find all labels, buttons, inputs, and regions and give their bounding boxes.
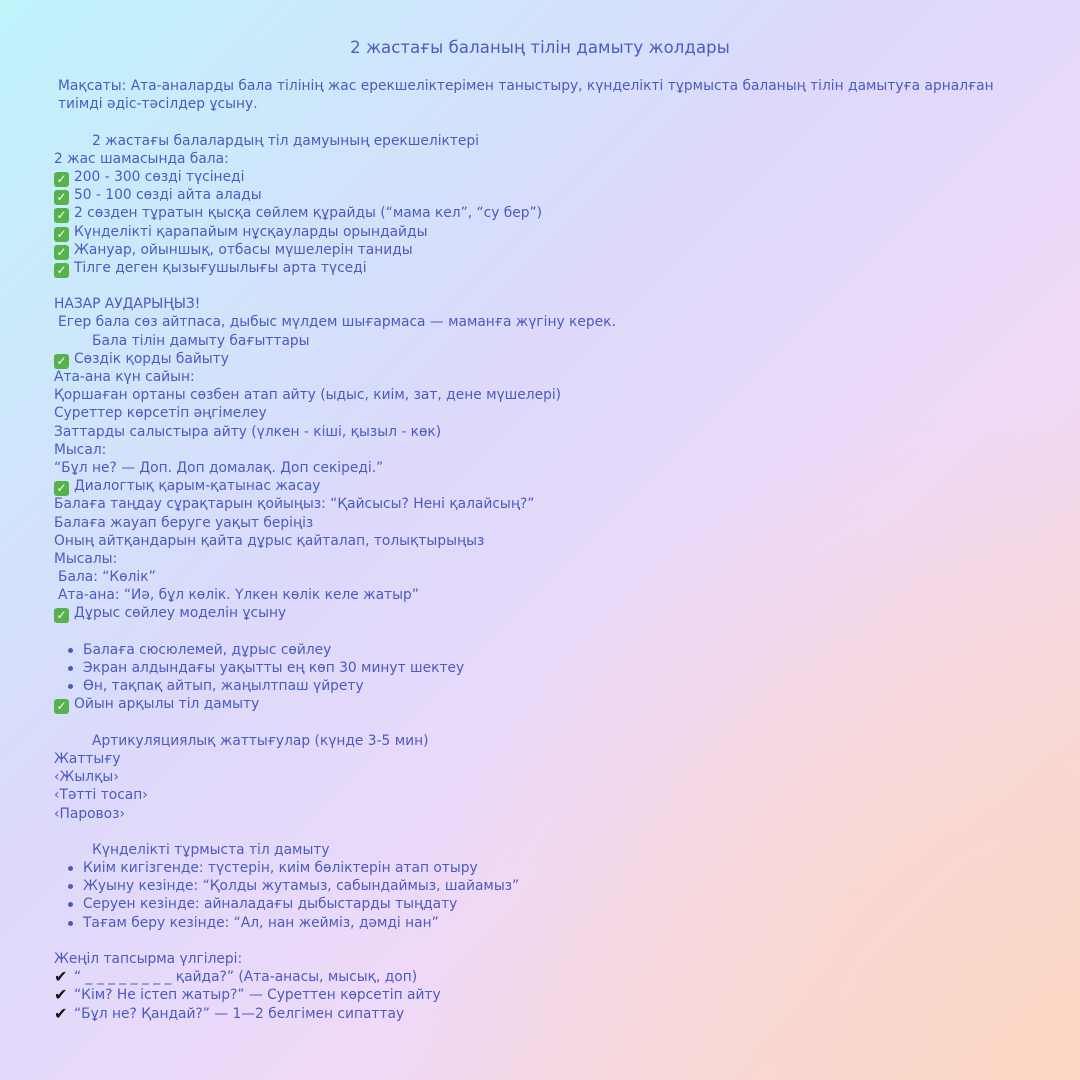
spacer [54, 823, 1034, 841]
dialog-example-line: Ата-ана: “Иә, бұл көлік. Үлкен көлік келе жатыр” [58, 587, 419, 604]
dialog-heading [54, 477, 1034, 495]
articulation-line: ‹Тәтті тосап› [54, 787, 148, 804]
check-icon: ✓ [54, 208, 69, 223]
section-heading-articulation: Артикуляциялық жаттығулар (күнде 3-5 мин) [92, 732, 429, 749]
check-icon: ✓ [54, 699, 69, 714]
vocab-line: Қоршаған ортаны сөзбен атап айту (ыдыс, киім, зат, дене мүшелері) [54, 387, 562, 404]
list-item: Жуыну кезінде: “Қолды жутамыз, сабындаймыз, шайамыз” [54, 877, 1034, 895]
tasks-heading: Жеңіл тапсырма үлгілері: [54, 951, 243, 968]
task-item-text: “Кім? Не істеп жатыр?” — Суреттен көрсетіп айту [74, 987, 441, 1004]
daily-bullet-list [54, 859, 1034, 932]
feature-item-text: Тілге деген қызығушылығы арта түседі [74, 259, 367, 276]
dialog-line: Оның айтқандарын қайта дұрыс қайталап, толықтырыңыз [54, 532, 485, 549]
spacer [54, 277, 1034, 295]
articulation-line: ‹Жылқы› [54, 769, 119, 786]
vocab-line: “Бұл не? — Доп. Доп домалақ. Доп секіреді.” [54, 459, 384, 476]
task-item [54, 986, 1034, 1004]
list-item: Өн, тақпақ айтып, жаңылтпаш үйрету [54, 677, 1034, 695]
dialog-line: Мысалы: [54, 550, 118, 567]
dialog-heading-text: Диалогтық қарым-қатынас жасау [74, 478, 321, 495]
model-heading-text: Дұрыс сөйлеу моделін ұсыну [74, 605, 287, 622]
feature-item-text: 50 - 100 сөзді айта алады [74, 187, 262, 204]
section-heading-daily: Күнделікті тұрмыста тіл дамыту [92, 841, 330, 858]
vocab-heading-text: Сөздік қорды байыту [74, 350, 229, 367]
feature-item [54, 223, 1034, 241]
check-icon: ✓ [54, 608, 69, 623]
tick-icon: ✔ [54, 985, 68, 1005]
vocab-line: Ата-ана күн сайын: [54, 369, 195, 386]
game-heading-text: Ойын арқылы тіл дамыту [74, 696, 260, 713]
check-icon: ✓ [54, 263, 69, 278]
dialog-example-line: Бала: “Көлік” [58, 569, 156, 586]
document-body [54, 77, 1034, 1023]
vocab-line: Мысал: [54, 441, 107, 458]
list-item: Балаға сюсюлемей, дұрыс сөйлеу [54, 641, 1034, 659]
check-icon: ✓ [54, 354, 69, 369]
feature-item-text: 2 сөзден тұратын қысқа сөйлем құрайды (“мама кел”, “су бер”) [74, 205, 543, 222]
check-icon: ✓ [54, 227, 69, 242]
articulation-line: ‹Паровоз› [54, 805, 125, 822]
model-bullet-list [54, 641, 1034, 696]
vocab-line: Заттарды салыстыра айту (үлкен - кіші, қызыл - көк) [54, 423, 442, 440]
game-heading [54, 695, 1034, 713]
feature-item-text: Күнделікті қарапайым нұсқауларды орындайды [74, 223, 428, 240]
section-heading-features: 2 жастағы балалардың тіл дамуының ерекшеліктері [92, 132, 479, 149]
list-item: Серуен кезінде: айналадағы дыбыстарды тыңдату [54, 895, 1034, 913]
spacer [54, 623, 1034, 641]
vocab-line: Суреттер көрсетіп әңгімелеу [54, 405, 267, 422]
attention-heading: НАЗАР АУДАРЫҢЫЗ! [54, 296, 201, 313]
spacer [54, 932, 1034, 950]
features-intro: 2 жас шамасында бала: [54, 150, 229, 167]
list-item: Киім кигізгенде: түстерін, киім бөліктерін атап отыру [54, 859, 1034, 877]
vocab-heading [54, 350, 1034, 368]
task-item-text: “Бұл не? Қандай?” — 1—2 белгімен сипаттау [74, 1005, 405, 1022]
dialog-line: Балаға таңдау сұрақтарын қойыңыз: “Қайсысы? Нені қалайсың?” [54, 496, 535, 513]
articulation-line: Жаттығу [54, 750, 121, 767]
list-item: Экран алдындағы уақытты ең көп 30 минут шектеу [54, 659, 1034, 677]
feature-item-text: Жануар, ойыншық, отбасы мүшелерін таниды [74, 241, 413, 258]
feature-item [54, 204, 1034, 222]
task-item [54, 968, 1034, 986]
section-heading-directions: Бала тілін дамыту бағыттары [92, 332, 310, 349]
spacer [54, 714, 1034, 732]
tick-icon: ✔ [54, 1003, 68, 1023]
check-icon: ✓ [54, 172, 69, 187]
check-icon: ✓ [54, 190, 69, 205]
check-icon: ✓ [54, 481, 69, 496]
feature-item [54, 168, 1034, 186]
tick-icon: ✔ [54, 967, 68, 987]
feature-item-text: 200 - 300 сөзді түсінеді [74, 168, 245, 185]
feature-item [54, 241, 1034, 259]
task-item [54, 1005, 1034, 1023]
list-item: Тағам беру кезінде: “Ал, нан жейміз, дәмді нан” [54, 914, 1034, 932]
model-heading [54, 604, 1034, 622]
purpose-paragraph: Мақсаты: Ата-аналарды бала тілінің жас ерекшеліктерімен таныстыру, күнделікті тұрмыста баланың тілін дамытуға арналған тиімді әдіс-тәсілдер ұсыну. [58, 78, 994, 113]
feature-item [54, 259, 1034, 277]
page-title: 2 жастағы баланың тілін дамыту жолдары [350, 38, 730, 57]
attention-text: Егер бала сөз айтпаса, дыбыс мүлдем шығармаса — маманға жүгіну керек. [58, 314, 616, 331]
dialog-line: Балаға жауап беруге уақыт беріңіз [54, 514, 314, 531]
feature-item [54, 186, 1034, 204]
spacer [54, 113, 1034, 131]
check-icon: ✓ [54, 245, 69, 260]
task-item-text: “ _ _ _ _ _ _ _ _ қайда?” (Ата-анасы, мысық, доп) [74, 969, 418, 986]
